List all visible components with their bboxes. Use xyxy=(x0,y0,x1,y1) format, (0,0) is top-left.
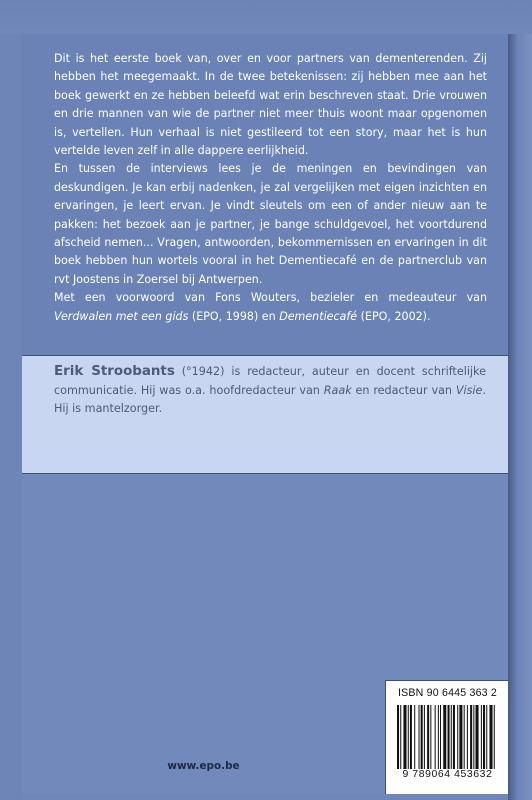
description-paragraph-1: Dit is het eerste boek van, over en voor partners van dementerenden. Zij hebben het meegemaakt. In de twee betekenissen: zij hebben mee aan het boek gewerkt en ze hebben beleefd wat erin beschreven staat. Drie vrouwen en drie mannen van wie de partner niet meer thuis woont maar opgenomen is, vertellen. Hun verhaal is niet gestileerd tot een story, maar het is hun vertelde leven zelf in alle dappere eerlijkheid. xyxy=(54,52,487,158)
barcode-bar xyxy=(440,705,441,769)
barcode-bar xyxy=(451,705,452,769)
barcode-bar xyxy=(483,705,485,769)
barcode-bar xyxy=(448,705,450,769)
barcode-bar xyxy=(489,705,492,769)
barcode-box xyxy=(385,680,508,794)
foreword-title-2: Dementiecafé xyxy=(279,309,358,323)
barcode-bar xyxy=(421,705,423,769)
description-panel xyxy=(22,34,508,356)
cover-left-band xyxy=(0,34,22,800)
barcode-bar xyxy=(475,705,478,769)
barcode-bar xyxy=(435,705,436,769)
barcode-bar xyxy=(481,705,482,769)
foreword-prefix: Met een voorwoord van Fons Wouters, bezieler en medeauteur van xyxy=(54,291,487,305)
barcode-icon xyxy=(397,705,497,769)
barcode-bar xyxy=(408,705,409,769)
barcode-bar xyxy=(430,705,431,769)
foreword-suffix: (EPO, 2002). xyxy=(357,309,431,323)
barcode-bar xyxy=(414,705,415,769)
barcode-bar xyxy=(453,705,455,769)
isbn-text: ISBN 90 6445 363 2 xyxy=(397,687,498,699)
barcode-bar xyxy=(457,705,458,769)
barcode-bar xyxy=(459,705,462,769)
foreword-line xyxy=(54,289,487,326)
barcode-bar xyxy=(438,705,439,769)
barcode-bar xyxy=(494,705,495,769)
barcode-bar xyxy=(470,705,472,769)
barcode-bar xyxy=(397,705,399,769)
author-bio xyxy=(54,363,486,419)
barcode-bar xyxy=(443,705,446,769)
publisher-website: www.epo.be xyxy=(167,760,240,772)
barcode-bar xyxy=(403,705,406,769)
barcode-bar xyxy=(410,705,412,769)
barcode-bar xyxy=(473,705,474,769)
author-magazine-1: Raak xyxy=(323,383,352,397)
barcode-bar xyxy=(486,705,487,769)
cover-edge-shadow xyxy=(508,34,532,800)
author-bio-part-1: (°1942) is redacteur, auteur en docent schriftelijke communicatie. Hij was o.a. hoofdredacteur van xyxy=(54,365,486,397)
description-paragraph-2: En tussen de interviews lees je de meningen en bevindingen van deskundigen. Je kan erbij nadenken, je zal vergelijken met eigen inzichten en ervaringen, je leert ervan. Je vindt sleutels om een of ander nieuw aan te pakken: het bezoek aan je partner, je bange schuldgevoel, het voortdurend afscheid nemen... Vragen, antwoorden, bekommernissen en ervaringen in dit boek hebben hun wortels vooral in het Dementiecafé en de partnerclub van rvt Joostens in Zoersel bij Antwerpen. xyxy=(54,162,487,286)
barcode-bar xyxy=(427,705,429,769)
barcode-bar xyxy=(419,705,420,769)
author-bio-part-3: . Hij is mantelzorger. xyxy=(54,383,486,416)
barcode-bar xyxy=(464,705,465,769)
author-name: Erik Stroobants xyxy=(54,364,175,379)
foreword-title-1: Verdwalen met een gids xyxy=(54,309,189,323)
foreword-mid: (EPO, 1998) en xyxy=(188,309,280,323)
barcode-bar xyxy=(400,705,401,769)
author-magazine-2: Visie xyxy=(455,383,483,397)
barcode-bar xyxy=(467,705,468,769)
cover-top-band xyxy=(0,0,532,34)
author-panel xyxy=(22,356,508,474)
barcode-bar xyxy=(424,705,425,769)
ean-number: 9 789064 453632 xyxy=(402,769,493,780)
author-bio-part-2: en redacteur van xyxy=(351,383,456,397)
